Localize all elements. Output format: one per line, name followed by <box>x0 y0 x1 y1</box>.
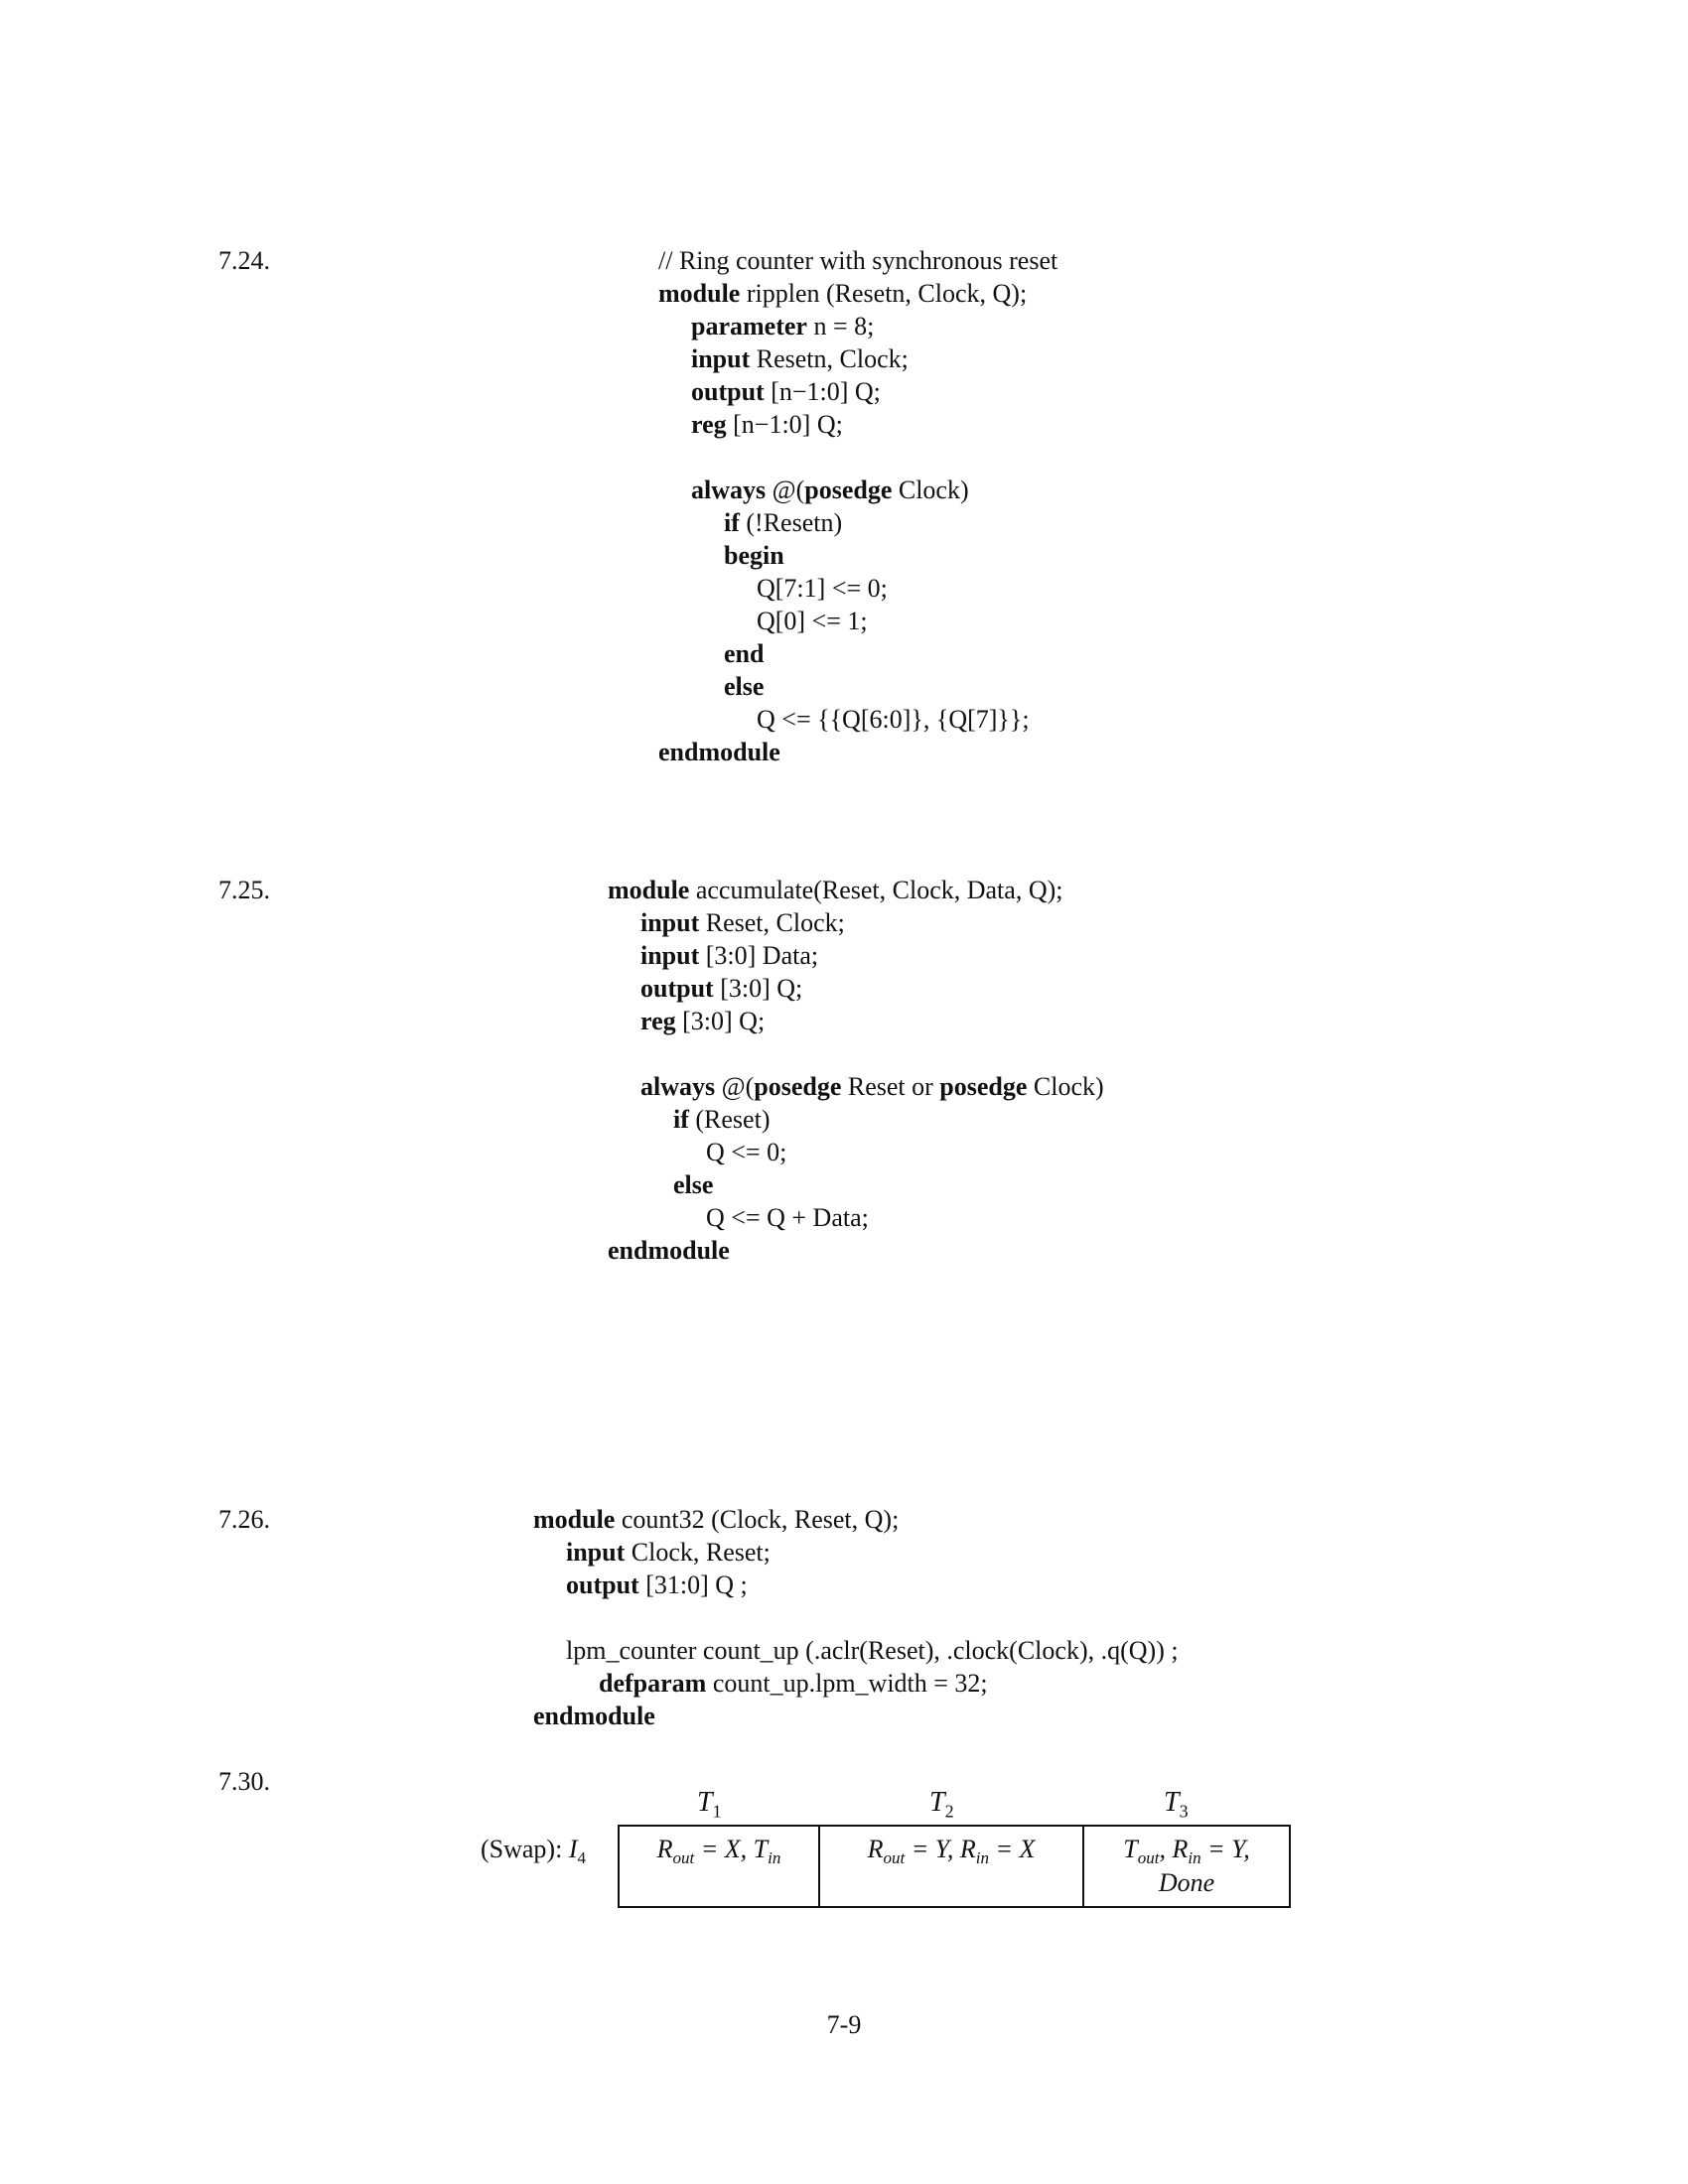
column-header-t1: $T_1$ <box>697 1787 722 1822</box>
cell-line <box>834 1835 1068 1868</box>
math-subscript: out <box>883 1848 906 1868</box>
code-keyword: end <box>724 639 765 668</box>
math-symbol: R <box>1172 1835 1189 1863</box>
code-keyword: input <box>640 941 700 970</box>
code-line <box>608 1201 1104 1234</box>
code-keyword: always <box>640 1072 716 1101</box>
code-keyword: input <box>691 344 751 373</box>
math-subscript: in <box>768 1848 781 1868</box>
math-subscript: in <box>975 1848 989 1868</box>
code-keyword: input <box>566 1538 626 1567</box>
code-line <box>658 539 1057 572</box>
cell-line-2: Done <box>1158 1868 1215 1898</box>
code-line <box>658 736 1057 768</box>
code-line <box>658 310 1057 342</box>
code-keyword: reg <box>640 1007 676 1035</box>
code-line <box>658 441 1057 474</box>
code-line <box>533 1667 1179 1700</box>
code-block-count32 <box>533 1503 1179 1732</box>
code-line <box>658 408 1057 441</box>
code-line <box>533 1536 1179 1569</box>
problem-number: 7.26. <box>218 1505 270 1534</box>
code-keyword: output <box>640 974 714 1003</box>
code-text: lpm_counter count_up (.aclr(Reset), .clock(Clock), .q(Q)) ; <box>566 1636 1179 1665</box>
code-text: n = 8; <box>806 312 875 341</box>
code-keyword: posedge <box>804 476 893 504</box>
code-keyword: parameter <box>691 312 807 341</box>
code-text: Clock) <box>892 476 969 504</box>
code-text: [3:0] Data; <box>699 941 819 970</box>
table-cell-t1 <box>619 1826 819 1907</box>
code-text: accumulate(Reset, Clock, Data, Q); <box>689 876 1063 904</box>
math-symbol: R <box>959 1835 976 1863</box>
code-text: Q[0] <= 1; <box>757 607 868 635</box>
code-text: count_up.lpm_width = 32; <box>706 1669 988 1698</box>
code-text: Resetn, Clock; <box>750 344 909 373</box>
code-text: [n−1:0] Q; <box>726 410 843 439</box>
math-symbol: T <box>753 1835 769 1863</box>
code-line <box>608 1037 1104 1070</box>
code-text: Q <= Q + Data; <box>706 1203 869 1232</box>
code-line <box>658 670 1057 703</box>
code-text: Reset, Clock; <box>699 908 845 937</box>
code-keyword: output <box>566 1570 639 1599</box>
page-number: 7-9 <box>826 2010 862 2039</box>
code-keyword: defparam <box>599 1669 707 1698</box>
code-line <box>658 244 1057 277</box>
code-keyword: begin <box>724 541 784 570</box>
code-text: [3:0] Q; <box>675 1007 766 1035</box>
code-line <box>608 1103 1104 1136</box>
code-keyword: input <box>640 908 700 937</box>
code-line <box>608 939 1104 972</box>
math-symbol: R <box>656 1835 673 1863</box>
code-block-ring-counter <box>658 244 1057 768</box>
code-text: [31:0] Q ; <box>638 1570 748 1599</box>
code-text: Clock) <box>1027 1072 1104 1101</box>
code-line <box>533 1700 1179 1732</box>
control-signal-table <box>618 1825 1291 1908</box>
problem-number: 7.25. <box>218 876 270 904</box>
code-line <box>608 1005 1104 1037</box>
math-subscript: out <box>672 1848 695 1868</box>
code-keyword: module <box>608 876 690 904</box>
code-text: // Ring counter with synchronous reset <box>658 246 1058 275</box>
cell-line <box>1098 1835 1275 1868</box>
code-keyword: module <box>533 1505 616 1534</box>
problem-number: 7.24. <box>218 246 270 275</box>
math-subscript: out <box>1137 1848 1160 1868</box>
code-keyword: output <box>691 377 765 406</box>
math-symbol: R <box>867 1835 884 1863</box>
code-text: [n−1:0] Q; <box>764 377 881 406</box>
code-line <box>658 277 1057 310</box>
code-line <box>658 506 1057 539</box>
code-keyword: else <box>724 672 765 701</box>
column-header-t3: $T_3$ <box>1164 1787 1189 1822</box>
problem-number: 7.30. <box>218 1767 270 1796</box>
code-text: (!Resetn) <box>739 508 843 537</box>
code-text: (Reset) <box>688 1105 771 1134</box>
code-line <box>658 375 1057 408</box>
code-text: Reset or <box>841 1072 940 1101</box>
table-cell-t3 <box>1083 1826 1290 1907</box>
code-keyword: endmodule <box>658 738 780 766</box>
code-line <box>658 637 1057 670</box>
math-subscript: in <box>1188 1848 1201 1868</box>
code-line <box>658 572 1057 605</box>
math-text: = X, <box>694 1835 754 1863</box>
math-text: = Y, <box>905 1835 960 1863</box>
code-line <box>608 906 1104 939</box>
code-line <box>658 605 1057 637</box>
code-keyword: endmodule <box>608 1236 730 1265</box>
cell-line <box>633 1835 804 1868</box>
table-row <box>619 1826 1290 1907</box>
code-keyword: reg <box>691 410 727 439</box>
code-line <box>608 1070 1104 1103</box>
math-text: = Y, <box>1200 1835 1250 1863</box>
code-keyword: module <box>658 279 741 308</box>
code-line <box>608 972 1104 1005</box>
code-text: Q[7:1] <= 0; <box>757 574 888 603</box>
column-header-t2: $T_2$ <box>929 1787 954 1822</box>
math-text: = X <box>988 1835 1036 1863</box>
math-symbol: T <box>1123 1835 1138 1863</box>
code-line <box>533 1503 1179 1536</box>
code-text: count32 (Clock, Reset, Q); <box>615 1505 900 1534</box>
code-keyword: if <box>673 1105 689 1134</box>
code-text: Q <= 0; <box>706 1138 787 1166</box>
code-line <box>608 874 1104 906</box>
code-keyword: if <box>724 508 740 537</box>
code-line <box>533 1601 1179 1634</box>
swap-label: (Swap): $I_4$ <box>481 1835 586 1868</box>
code-text: Clock, Reset; <box>625 1538 771 1567</box>
code-block-accumulate <box>608 874 1104 1267</box>
code-line <box>608 1234 1104 1267</box>
code-line <box>608 1168 1104 1201</box>
code-line <box>658 474 1057 506</box>
code-keyword: posedge <box>754 1072 842 1101</box>
code-line <box>608 1136 1104 1168</box>
code-text: @( <box>766 476 805 504</box>
code-text: @( <box>715 1072 755 1101</box>
code-line <box>658 342 1057 375</box>
code-keyword: endmodule <box>533 1702 655 1730</box>
code-keyword: always <box>691 476 767 504</box>
code-text: Q <= {{Q[6:0]}, {Q[7]}}; <box>757 705 1030 734</box>
code-line <box>658 703 1057 736</box>
code-text: [3:0] Q; <box>713 974 803 1003</box>
math-text: , <box>1159 1835 1173 1863</box>
code-keyword: posedge <box>939 1072 1028 1101</box>
code-keyword: else <box>673 1170 714 1199</box>
table-cell-t2 <box>819 1826 1083 1907</box>
code-text: ripplen (Resetn, Clock, Q); <box>740 279 1028 308</box>
code-line <box>533 1569 1179 1601</box>
code-line <box>533 1634 1179 1667</box>
